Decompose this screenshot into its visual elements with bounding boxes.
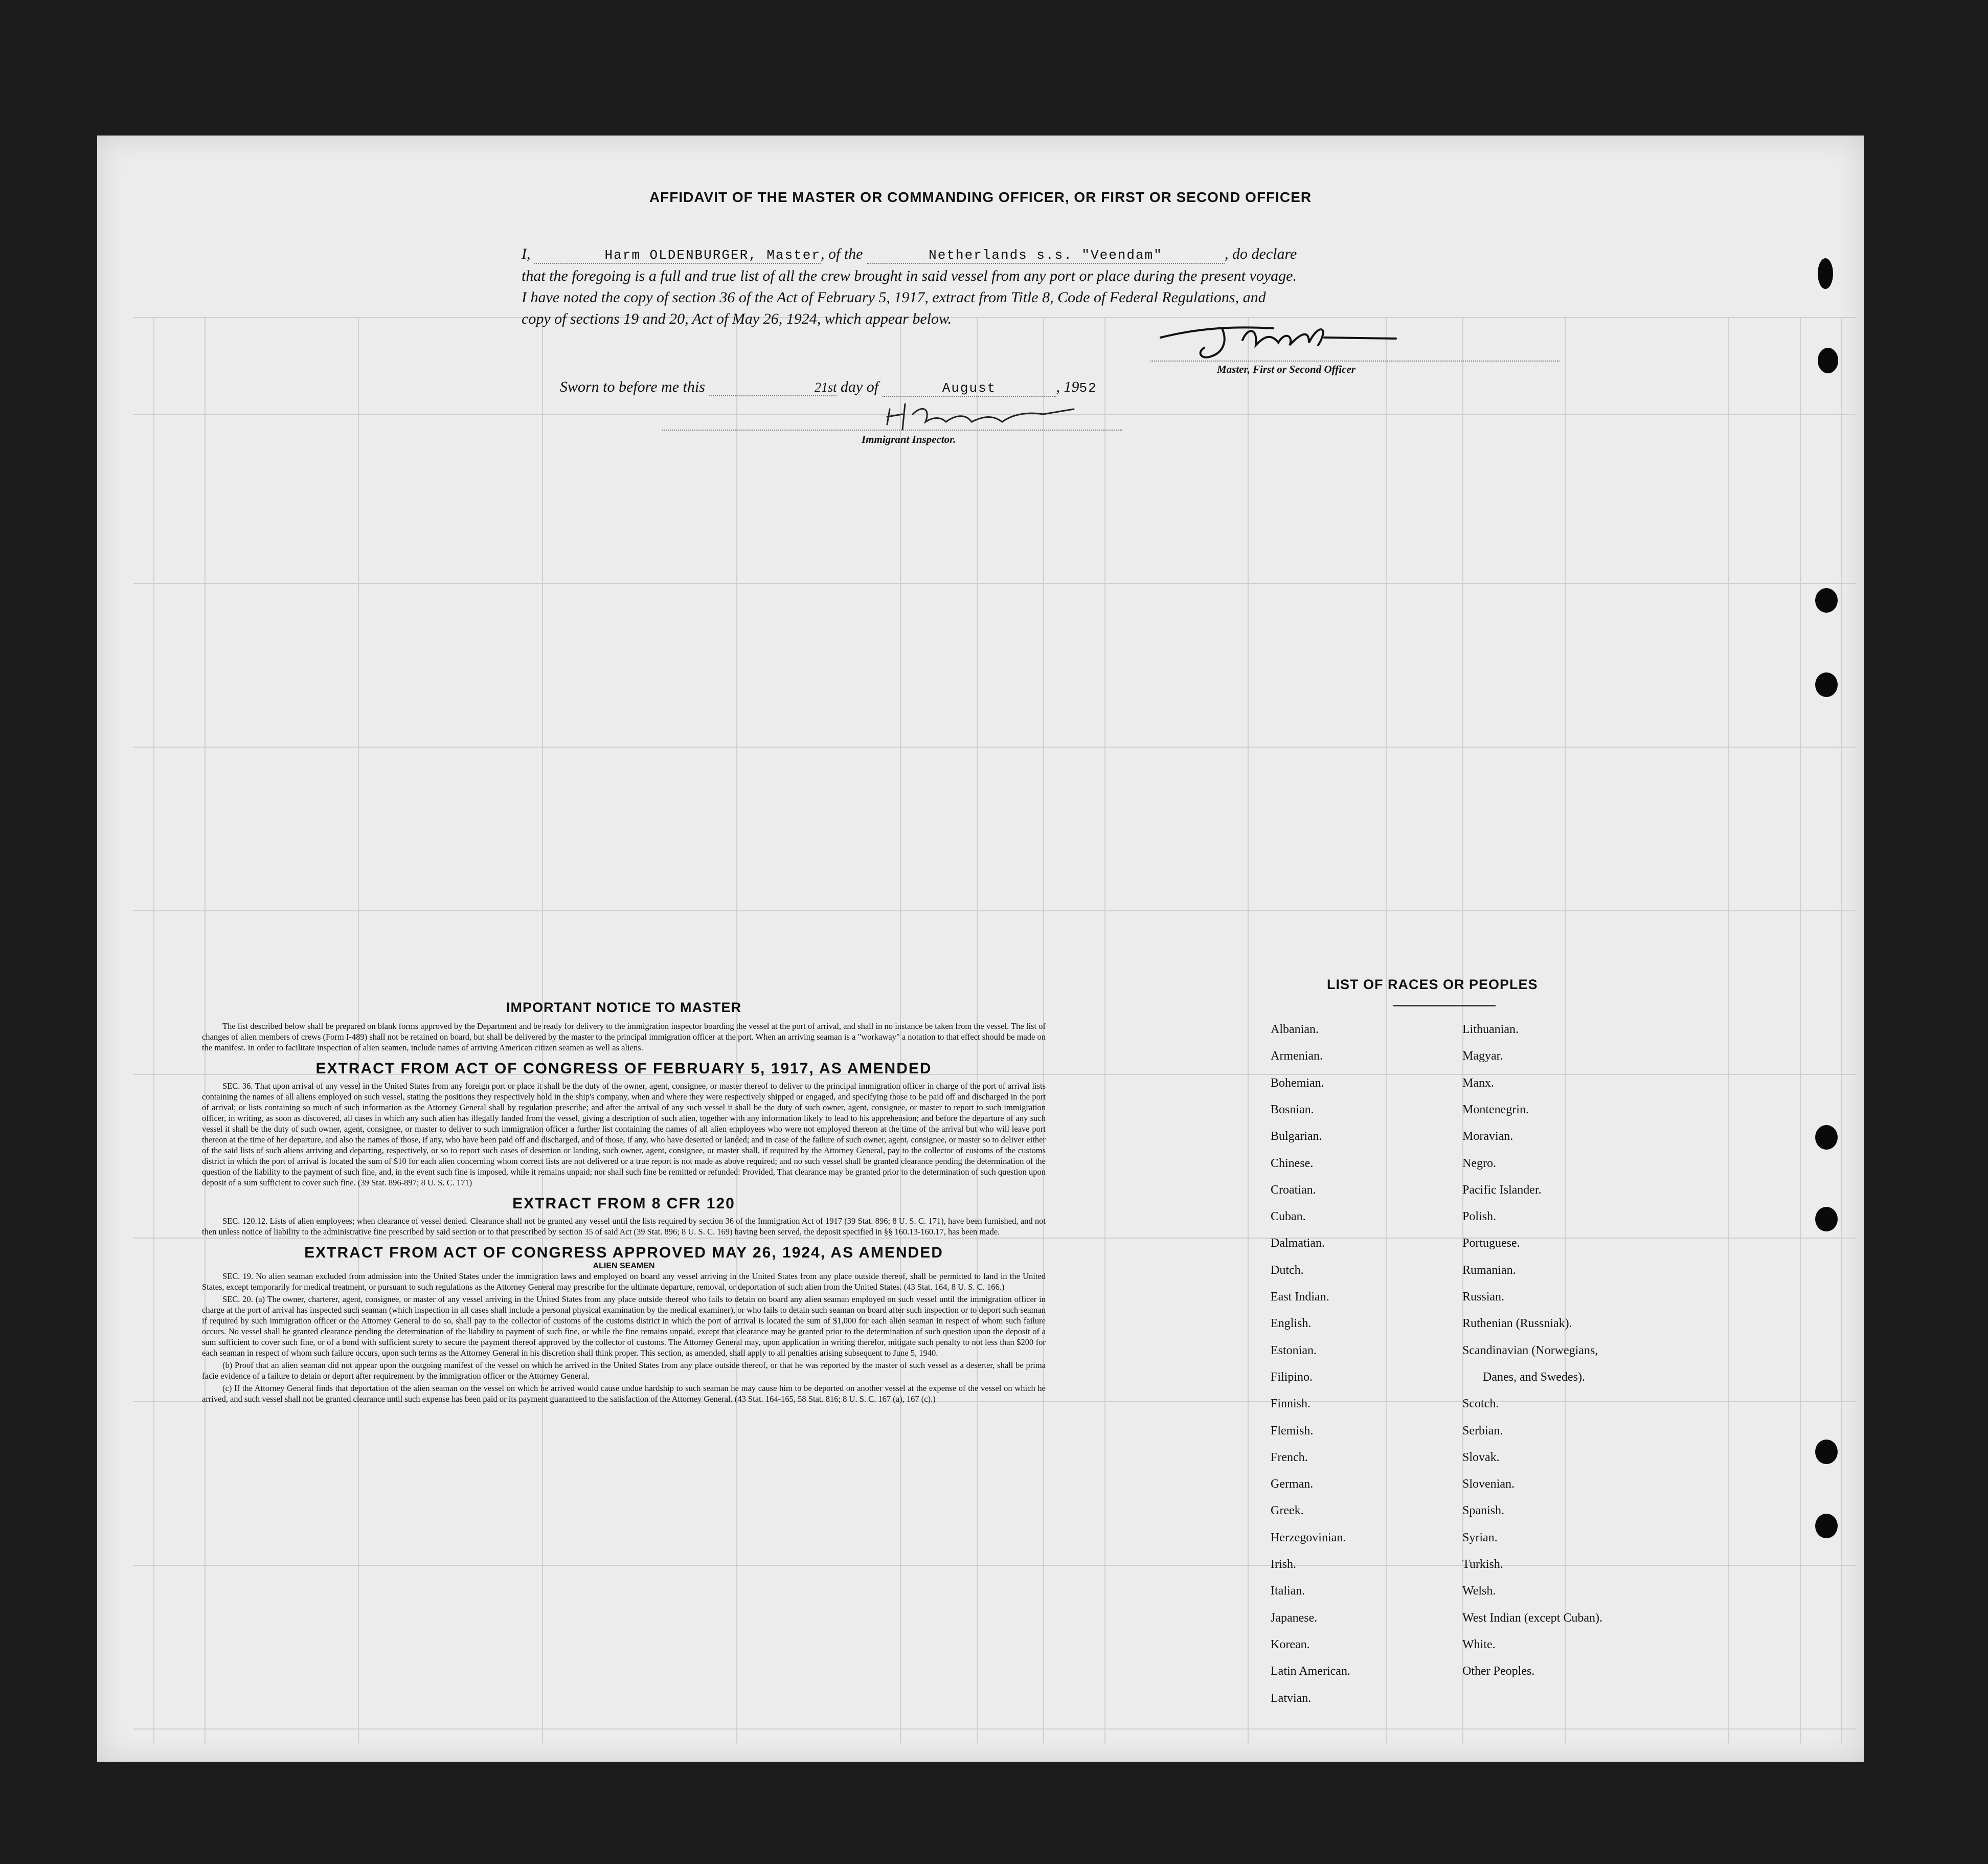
race-item: Moravian.	[1462, 1130, 1513, 1143]
race-item: Flemish.	[1271, 1424, 1314, 1438]
races-left-column	[1271, 1023, 1439, 1734]
sworn-day-field: 21st	[709, 380, 837, 396]
do-declare-text: , do declare	[1225, 245, 1297, 262]
race-item: Dutch.	[1271, 1263, 1304, 1277]
race-item: English.	[1271, 1317, 1312, 1331]
notice-body: The list described below shall be prepared on blank forms approved by the Department and be ready for delivery to the immigration inspector boarding the vessel at the port of arrival, and shall in no instance be taken from the vessel. The list of changes of alien members of crews (Form I-489) shall not be retained on board, but shall be delivered by the master to the principal immigration officer at the port. When an arriving seaman is a "workaway" a notation to that effect should be made on the manifest. In order to facilitate inspection of alien seamen, include names of arriving American citizen seamen as well as aliens.	[202, 1021, 1046, 1052]
extract-cfr-body: SEC. 120.12. Lists of alien employees; when clearance of vessel denied. Clearance shall not be granted any vessel until the lists required by section 36 of the Immigration Act of 1917 (39 Stat. 896; 8 U. S. C. 171), have been furnished, and not then unless notice of liability to the administrative fine prescribed by said section or to that prescribed by section 35 of said Act (39 Stat. 896; 8 U. S. C. 169) having been served, the deposit specified in §§ 160.13-160.17, has been made.	[202, 1216, 1046, 1237]
race-item: Albanian.	[1271, 1023, 1319, 1036]
race-item: Ruthenian (Russniak).	[1462, 1317, 1572, 1331]
extract-1924-paragraph: (b) Proof that an alien seaman did not appear upon the outgoing manifest of the vessel on which he arrived in the United States from any place outside thereof, or that he was reported by the master of such vessel as a deserter, shall be prima facie evidence of a failure to detain or deport after requirement by the immigration officer or the Attorney General.	[202, 1360, 1046, 1381]
sworn-month-field: August	[883, 380, 1056, 397]
race-item: Herzegovinian.	[1271, 1531, 1346, 1544]
manifest-page	[97, 136, 1864, 1762]
race-item: Bosnian.	[1271, 1103, 1314, 1116]
race-item: Croatian.	[1271, 1183, 1316, 1197]
race-item: Slovak.	[1462, 1450, 1500, 1464]
race-item: German.	[1271, 1477, 1314, 1491]
race-item: Turkish.	[1462, 1558, 1503, 1571]
torn-edge-mark	[1818, 258, 1833, 289]
declaration-prefix: I,	[522, 245, 531, 262]
races-title-rule	[1393, 1005, 1496, 1006]
extract-1924-paragraph: SEC. 20. (a) The owner, charterer, agent, consignee, or master of any vessel arriving in the United States from any place outside thereof who fails to detain on board any alien seaman employed on such vessel until the immigration officer in charge at the port of arrival has inspected such seaman (which inspection in all cases shall include a personal physical examination by the medical examiner), or who fails to detain such seaman on board after such inspection or to deport such seaman if required by such immigration officer or the Attorney General to do so, shall pay to the collector of customs of the customs district in which the port of arrival is located the sum of $1,000 for each alien seaman in respect of whom such failure occurs. No vessel shall be granted clearance pending the determination of the liability to payment of such fine, or while the fine remains unpaid, except that clearance may be granted prior to the determination of such question upon the deposit of a sum sufficient to cover such fine, or of a bond with sufficient surety to secure the payment thereof approved by the collector of customs. The Attorney General may, upon application in writing therefor, mitigate such penalty to not less than $200 for each seaman in respect of whom such failure occurs, upon such terms as the Attorney General in his discretion shall think proper. This section, as amended, shall apply to all penalties arising subsequent to June 5, 1940.	[202, 1294, 1046, 1358]
year-prefix: , 19	[1056, 378, 1079, 395]
race-item: Latvian.	[1271, 1691, 1312, 1705]
race-item: Irish.	[1271, 1558, 1296, 1571]
punch-hole	[1815, 1207, 1838, 1231]
extract-1924-paragraph: (c) If the Attorney General finds that deportation of the alien seaman on the vessel on which he arrived would cause undue hardship to such seaman he may cause him to be deported on another vessel at the expense of the vessel on which he arrived, and such vessel shall not be granted clearance until such expense has been paid or its payment guaranteed to the satisfaction of the Attorney General. (43 Stat. 164-165, 58 Stat. 816; 8 U. S. C. 167 (a), 167 (c).)	[202, 1383, 1046, 1404]
race-item: Negro.	[1462, 1156, 1496, 1170]
race-item: Serbian.	[1462, 1424, 1503, 1438]
sworn-label: Sworn to before me this	[560, 378, 705, 395]
inspector-signature	[874, 394, 1079, 435]
race-item: Scandinavian (Norwegians,	[1462, 1343, 1598, 1357]
race-item: Scotch.	[1462, 1397, 1499, 1411]
race-item: Cuban.	[1271, 1210, 1306, 1224]
extract-cfr-title: EXTRACT FROM 8 CFR 120	[512, 1195, 735, 1212]
inspector-caption: Immigrant Inspector.	[862, 433, 956, 445]
declaration-line-3: I have noted the copy of section 36 of the Act of February 5, 1917, extract from Title 8, Code of Federal Regulations, and	[522, 289, 1266, 306]
extract-1924-title: EXTRACT FROM ACT OF CONGRESS APPROVED MAY 26, 1924, AS AMENDED	[304, 1244, 943, 1261]
race-item: Finnish.	[1271, 1397, 1311, 1411]
extract-1924-subtitle: ALIEN SEAMEN	[593, 1262, 655, 1270]
race-item: French.	[1271, 1450, 1308, 1464]
inspector-line	[662, 430, 1122, 431]
race-item: Japanese.	[1271, 1611, 1318, 1625]
races-title: LIST OF RACES OR PEOPLES	[1327, 977, 1538, 992]
race-item: Portuguese.	[1462, 1237, 1520, 1250]
race-item: Other Peoples.	[1462, 1665, 1535, 1678]
declaration-line-2: that the foregoing is a full and true list of all the crew brought in said vessel from any port or place during the present voyage.	[522, 267, 1297, 284]
race-item: Italian.	[1271, 1584, 1305, 1598]
race-item: Russian.	[1462, 1290, 1505, 1304]
race-item: Latin American.	[1271, 1665, 1350, 1678]
race-item: Polish.	[1462, 1210, 1497, 1224]
race-item: White.	[1462, 1637, 1496, 1651]
extract-1917-body: SEC. 36. That upon arrival of any vessel in the United States from any foreign port or place it shall be the duty of the owner, agent, consignee, or master thereof to deliver to the principal immigration officer in charge of the port of arrival lists containing the names of all aliens employed on such vessel, stating the positions they respectively hold in the ship's company, when and where they were respectively shipped or engaged, and specifying those to be paid off and discharged in the port of arrival; or lists containing so much of such information as the Attorney General shall by regulation prescribe; and after the arrival of any such vessel it shall be the duty of such owner, agent, consignee, or master to report to such immigration officer, in writing, as soon as discovered, all cases in which any such alien has illegally landed from the vessel, giving a description of such alien, together with any information likely to lead to his apprehension; and before the departure of any such vessel it shall be the duty of such owner, agent, consignee, or master to deliver to such immigration officer a further list containing the names of all alien employees who were not employed thereon at the time of the arrival but who will leave port thereon at the time of her departure, and also the names of those, if any, who have been paid off and discharged, and of those, if any, who have deserted or landed; and in case of the failure of such owner, agent, consignee, or master so to deliver either of the said lists of such aliens arriving and departing, respectively, or so to report such cases of desertion or landing, such owner, agent, consignee, or master shall, if required by the Attorney General, pay to the collector of customs of the customs district in which the port of arrival is located the sum of $10 for each alien concerning whom correct lists are not delivered or a true report is not made as above required; and no such vessel shall be granted clearance pending the determination of the question of the liability to the payment of such fine, and, in the event such fine is imposed, while it remains unpaid; nor shall such fine be remitted or refunded: Provided, That clearance may be granted prior to the determination of such question upon deposit of a sum sufficient to cover such fine. (39 Stat. 896-897; 8 U. S. C. 171)	[202, 1081, 1046, 1187]
master-signature	[1156, 317, 1401, 363]
races-right-column	[1462, 1023, 1677, 1734]
race-item: Spanish.	[1462, 1504, 1505, 1518]
sworn-year-field: 52	[1079, 380, 1097, 396]
race-item: West Indian (except Cuban).	[1462, 1611, 1602, 1625]
race-item: Montenegrin.	[1462, 1103, 1529, 1116]
notice-title: IMPORTANT NOTICE TO MASTER	[506, 1000, 741, 1015]
race-item: Korean.	[1271, 1637, 1310, 1651]
day-of-text: day of	[840, 378, 879, 395]
race-item: Bohemian.	[1271, 1076, 1324, 1090]
declaration-line-4: copy of sections 19 and 20, Act of May 26, 1924, which appear below.	[522, 310, 952, 327]
extract-1924-paragraph: SEC. 19. No alien seaman excluded from admission into the United States under the immigration laws and employed on board any vessel arriving in the United States from any place outside thereof, shall be permitted to land in the United States, except temporarily for medical treatment, or pursuant to such regulations as the Attorney General may prescribe for the ultimate departure, removal, or deportation of such alien from the United States. (43 Stat. 164, 8 U. S. C. 166.)	[202, 1271, 1046, 1292]
extract-1917-title: EXTRACT FROM ACT OF CONGRESS OF FEBRUARY 5, 1917, AS AMENDED	[315, 1060, 932, 1077]
signature-line	[1150, 361, 1560, 362]
punch-hole	[1815, 1440, 1838, 1464]
declaration-line-1	[522, 245, 1570, 264]
signature-caption: Master, First or Second Officer	[1217, 363, 1356, 375]
race-item: Filipino.	[1271, 1370, 1313, 1384]
punch-hole	[1815, 1514, 1838, 1538]
punch-hole	[1815, 1125, 1838, 1150]
race-item: East Indian.	[1271, 1290, 1329, 1304]
punch-hole	[1815, 588, 1838, 613]
race-item: Lithuanian.	[1462, 1023, 1519, 1036]
race-item: Welsh.	[1462, 1584, 1496, 1598]
race-item: Dalmatian.	[1271, 1237, 1325, 1250]
race-item: Armenian.	[1271, 1049, 1323, 1063]
race-item: Danes, and Swedes).	[1483, 1370, 1585, 1384]
notices-column	[202, 1000, 1046, 1406]
affidavit-title: AFFIDAVIT OF THE MASTER OR COMMANDING OFFICER, OR FIRST OR SECOND OFFICER	[649, 189, 1312, 205]
race-item: Manx.	[1462, 1076, 1494, 1090]
torn-edge-mark	[1818, 348, 1838, 373]
race-item: Estonian.	[1271, 1343, 1317, 1357]
master-name-field: Harm OLDENBURGER, Master	[534, 248, 821, 264]
race-item: Greek.	[1271, 1504, 1304, 1518]
race-item: Syrian.	[1462, 1531, 1498, 1544]
of-the-text: , of the	[821, 245, 863, 262]
race-item: Chinese.	[1271, 1156, 1314, 1170]
race-item: Pacific Islander.	[1462, 1183, 1542, 1197]
vessel-name-field: Netherlands s.s. "Veendam"	[867, 248, 1225, 264]
race-item: Rumanian.	[1462, 1263, 1516, 1277]
punch-hole	[1815, 672, 1838, 697]
race-item: Bulgarian.	[1271, 1130, 1322, 1143]
race-item: Magyar.	[1462, 1049, 1503, 1063]
race-item: Slovenian.	[1462, 1477, 1515, 1491]
